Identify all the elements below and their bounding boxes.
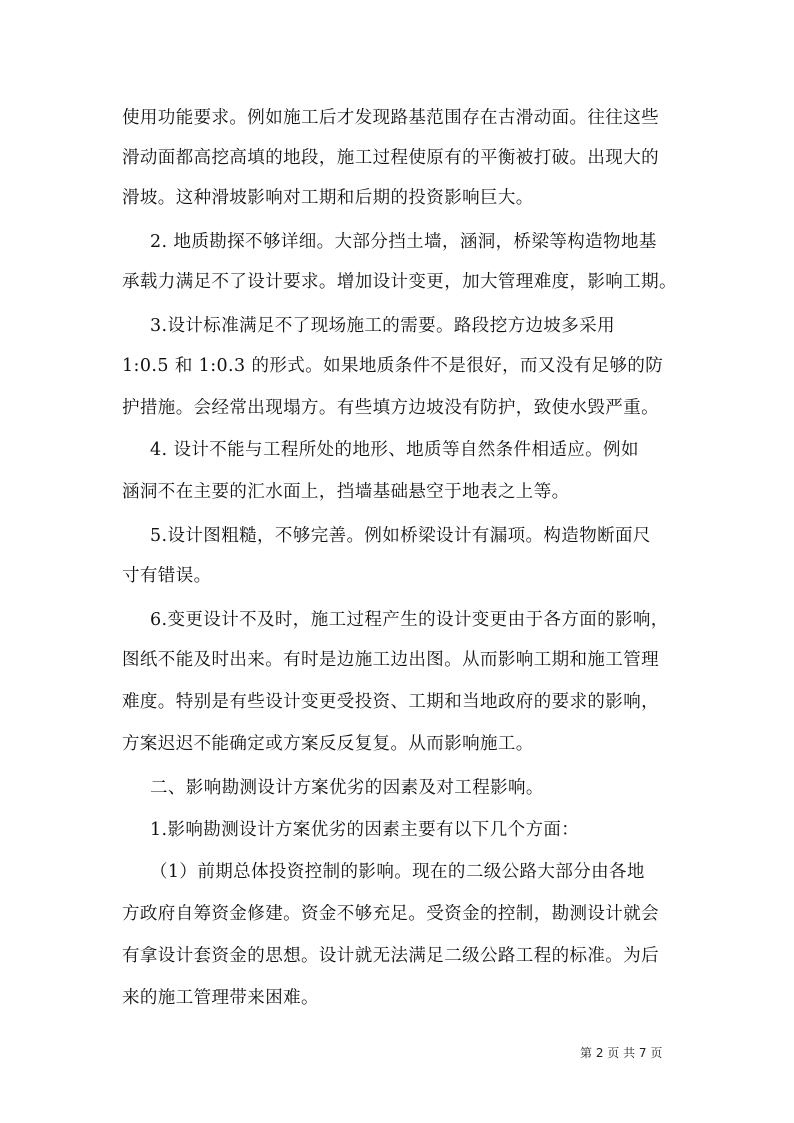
- text-line: 方政府自筹资金修建。资金不够充足。受资金的控制，勘测设计就会: [122, 904, 659, 924]
- text-line: 滑坡。这种滑坡影响对工期和后期的投资影响巨大。: [122, 188, 534, 208]
- text-line: 寸有错误。: [122, 566, 212, 586]
- text-line: 2. 地质勘探不够详细。大部分挡土墙，涵洞，桥梁等构造物地基: [150, 232, 657, 252]
- section-heading: 二、影响勘测设计方案优劣的因素及对工程影响。: [150, 778, 544, 798]
- text-line: 图纸不能及时出来。有时是边施工边出图。从而影响工期和施工管理: [122, 650, 659, 670]
- page-number: 第 2 页 共 7 页: [580, 1046, 663, 1060]
- text-line: 承载力满足不了设计要求。增加设计变更，加大管理难度，影响工期。: [122, 272, 677, 292]
- text-line: 有拿设计套资金的思想。设计就无法满足二级公路工程的标准。为后: [122, 946, 659, 966]
- text-line: 方案迟迟不能确定或方案反反复复。从而影响施工。: [122, 734, 534, 754]
- text-line: 4. 设计不能与工程所处的地形、地质等自然条件相适应。例如: [150, 440, 639, 460]
- text-line: 来的施工管理带来困难。: [122, 988, 319, 1008]
- text-line: 滑动面都高挖高填的地段，施工过程使原有的平衡被打破。出现大的: [122, 148, 659, 168]
- text-line: 3.设计标准满足不了现场施工的需要。路段挖方边坡多采用: [150, 316, 615, 336]
- text-line: 难度。特别是有些设计变更受投资、工期和当地政府的要求的影响，: [122, 692, 659, 712]
- text-line: 6.变更设计不及时，施工过程产生的设计变更由于各方面的影响，: [150, 610, 669, 630]
- text-line: 使用功能要求。例如施工后才发现路基范围存在古滑动面。往往这些: [122, 108, 659, 128]
- text-line: 1.影响勘测设计方案优劣的因素主要有以下几个方面：: [150, 820, 580, 840]
- text-line: 1:0.5 和 1:0.3 的形式。如果地质条件不是很好，而又没有足够的防: [122, 356, 664, 376]
- text-line: 护措施。会经常出现塌方。有些填方边坡没有防护，致使水毁严重。: [122, 398, 659, 418]
- text-line: 5.设计图粗糙，不够完善。例如桥梁设计有漏项。构造物断面尺: [150, 526, 651, 546]
- text-line: 涵洞不在主要的汇水面上，挡墙基础悬空于地表之上等。: [122, 482, 570, 502]
- text-line: （1）前期总体投资控制的影响。现在的二级公路大部分由各地: [150, 862, 645, 882]
